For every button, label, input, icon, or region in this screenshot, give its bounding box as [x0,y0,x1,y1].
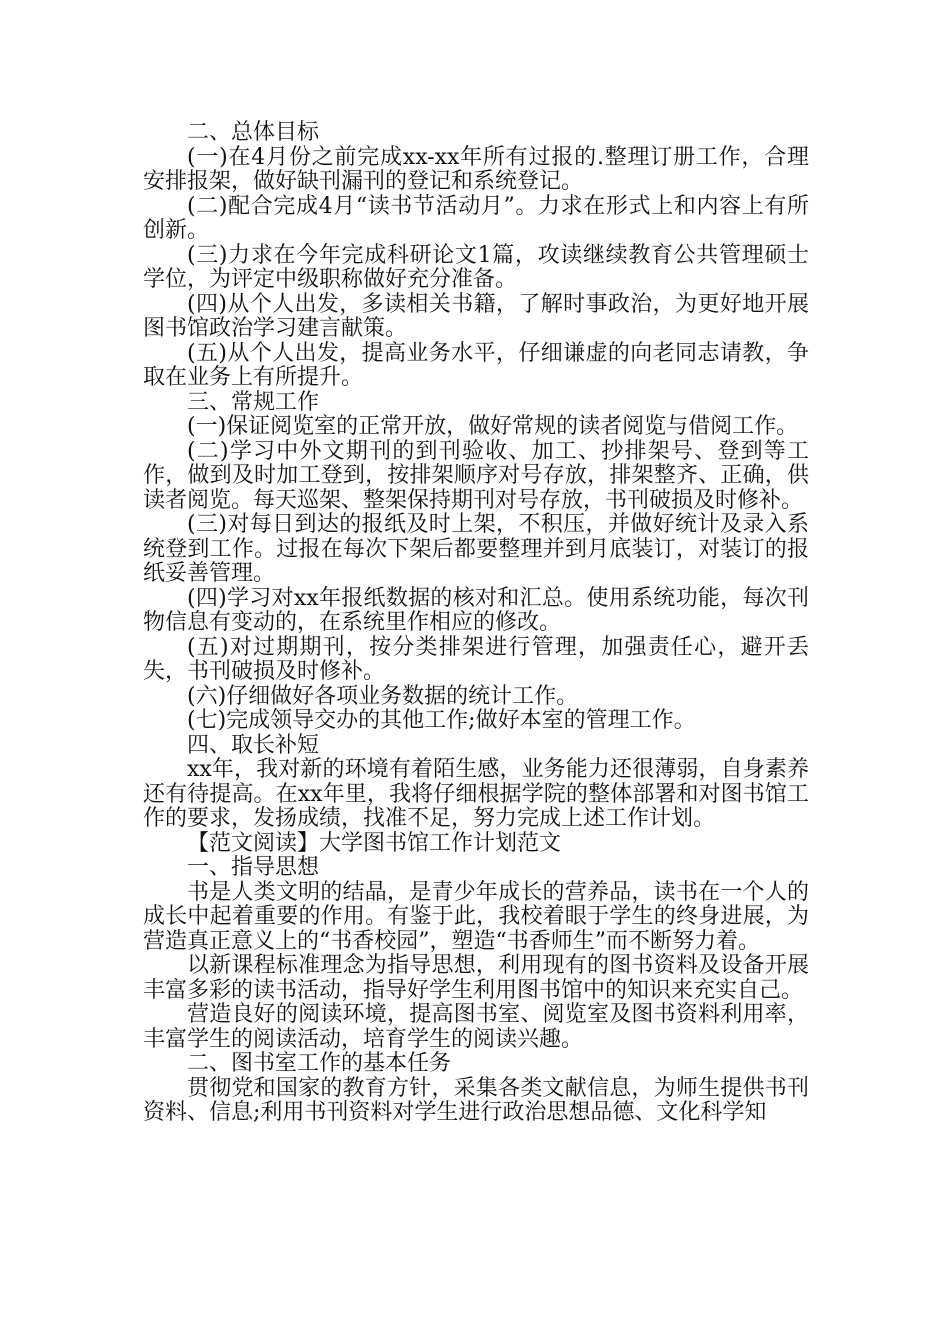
paragraph-routine-6: (六)仔细做好各项业务数据的统计工作。 [187,683,579,709]
paragraph-ideology-2: 以新课程标准理念为指导思想，利用现有的图书资料及设备开展丰富多彩的读书活动，指导好学生利用图书馆中的知识来充实自己。 [143,953,809,1003]
heading-sample-reading: 【范文阅读】大学图书馆工作计划范文 [187,830,562,856]
paragraph-routine-4: (四)学习对xx年报纸数据的核对和汇总。使用系统功能，每次刊物信息有变动的，在系统里作相应的修改。 [143,585,809,635]
paragraph-goal-2: (二)配合完成4月“读书节活动月”。力求在形式上和内容上有所创新。 [143,193,809,243]
paragraph-ideology-3: 营造良好的阅读环境，提高图书室、阅览室及图书资料利用率，丰富学生的阅读活动，培育学生的阅读兴趣。 [143,1002,809,1052]
paragraph-ideology-1: 书是人类文明的结晶，是青少年成长的营养品，读书在一个人的成长中起着重要的作用。有鉴于此，我校着眼于学生的终身进展，为营造真正意义上的“书香校园”，塑造“书香师生”而不断努力着。 [143,879,809,954]
heading-basic-tasks: 二、图书室工作的基本任务 [187,1051,452,1076]
paragraph-goal-5: (五)从个人出发，提高业务水平，仔细谦虚的向老同志请教，争取在业务上有所提升。 [143,340,809,390]
paragraph-routine-3: (三)对每日到达的报纸及时上架，不积压，并做好统计及录入系统登到工作。过报在每次下架后都要整理并到月底装订，对装订的报纸妥善管理。 [143,512,809,586]
heading-routine-work: 三、常规工作 [187,389,320,415]
paragraph-goal-1: (一)在4月份之前完成xx-xx年所有过报的.整理订册工作，合理安排报架，做好缺刊漏刊的登记和系统登记。 [143,144,809,194]
paragraph-improvement: xx年，我对新的环境有着陌生感，业务能力还很薄弱，自身素养还有待提高。在xx年里，我将仔细根据学院的整体部署和对图书馆工作的要求，发扬成绩，找准不足，努力完成上述工作计划。 [143,757,809,831]
paragraph-goal-4: (四)从个人出发，多读相关书籍，了解时事政治，为更好地开展图书馆政治学习建言献策。 [143,291,809,341]
paragraph-basic-tasks: 贯彻党和国家的教育方针，采集各类文献信息，为师生提供书刊资料、信息;利用书刊资料对学生进行政治思想品德、文化科学知 [143,1075,809,1125]
paragraph-routine-1: (一)保证阅览室的正常开放，做好常规的读者阅览与借阅工作。 [187,414,799,439]
paragraph-routine-2: (二)学习中外文期刊的到刊验收、加工、抄排架号、登到等工作，做到及时加工登到，按排架顺序对号存放，排架整齐、正确，供读者阅览。每天巡架、整架保持期刊对号存放，书刊破损及时修补。 [143,438,809,513]
paragraph-goal-3: (三)力求在今年完成科研论文1篇，攻读继续教育公共管理硕士学位，为评定中级职称做好充分准备。 [143,242,809,292]
paragraph-routine-7: (七)完成领导交办的其他工作;做好本室的管理工作。 [187,708,696,733]
heading-overall-goals: 二、总体目标 [187,120,320,145]
heading-improvement: 四、取长补短 [187,732,320,758]
paragraph-routine-5: (五)对过期期刊，按分类排架进行管理，加强责任心，避开丢失，书刊破损及时修补。 [143,634,809,684]
document-body [143,121,809,1126]
heading-guiding-ideology: 一、指导思想 [187,855,320,880]
